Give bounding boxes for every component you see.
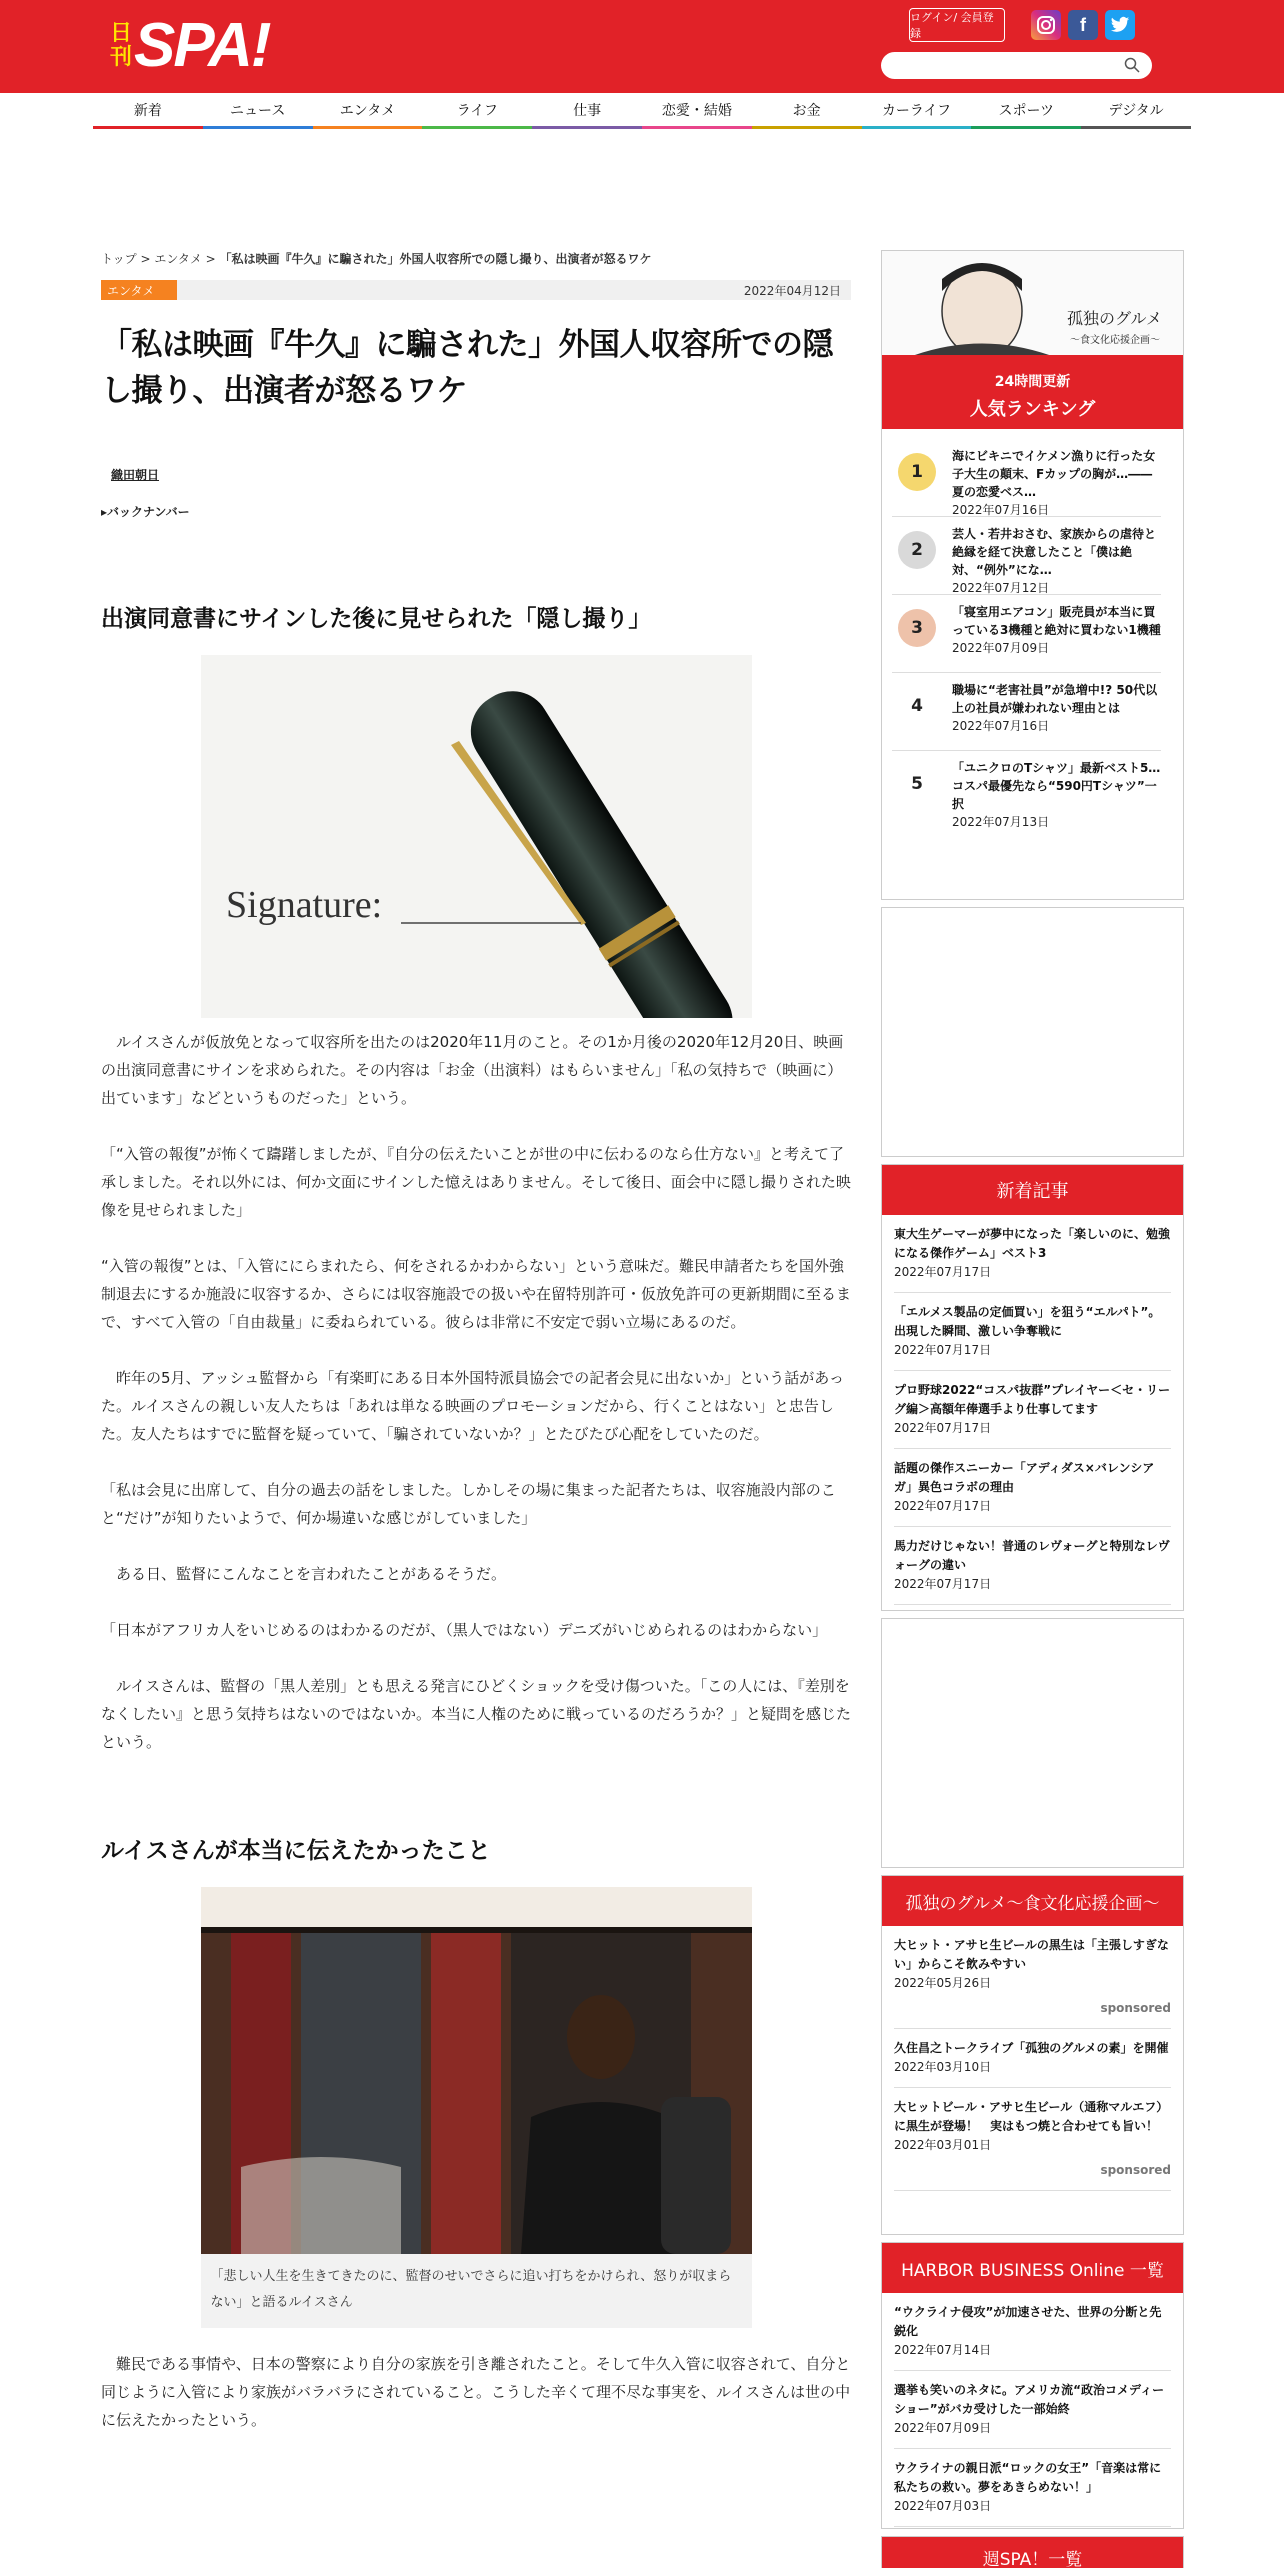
nav-item-underline — [313, 126, 423, 129]
new-articles-title: 新着記事 — [882, 1165, 1183, 1215]
main-nav — [93, 93, 1191, 129]
new-articles-panel — [881, 1164, 1184, 1611]
nav-item-underline — [1081, 126, 1191, 129]
ranking-title-text — [952, 681, 1162, 735]
nav-item-label: 恋愛・結婚 — [661, 103, 732, 119]
banner-sub: 〜食文化応援企画〜 — [1070, 335, 1160, 346]
gourmet-item[interactable] — [894, 1926, 1171, 2029]
gourmet-item-date: 2022年03月01日 — [894, 2138, 992, 2152]
paragraph: ルイスさんが仮放免となって収容所を出たのは2020年11月のこと。その1か月後の2020年12月20日、映画の出演同意書にサインを求められた。その内容は「お金（出演料）はもらいません」「私の気持ちで（映画に）出ています」などというものだった」という。 — [101, 1033, 844, 1107]
paragraph: 昨年の5月、アッシュ監督から「有楽町にある日本外国特派員協会での記者会見に出ないか」という話があった。ルイスさんの親しい友人たちは「あれは単なる映画のプロモーションだから、行くことはない」と忠告した。友人たちはすでに監督を疑っていて、「騙されていないか？」とたびたび心配をしていたのだ。 — [101, 1369, 845, 1443]
gourmet-banner[interactable] — [881, 250, 1184, 355]
photo-caption: 「悲しい人生を生きてきたのに、監督のせいでさらに追い打ちをかけられ、怒りが収まらない」と語るルイスさん — [201, 2254, 752, 2328]
nav-item[interactable] — [642, 93, 752, 127]
breadcrumb-current: 「私は映画『牛久』に騙された」外国人収容所での隠し撮り、出演者が怒るワケ — [219, 252, 652, 266]
new-article-item-date: 2022年07月17日 — [894, 1343, 992, 1357]
site-header — [0, 0, 1284, 93]
new-article-item-date: 2022年07月17日 — [894, 1265, 992, 1279]
ranking-date: 2022年07月16日 — [952, 503, 1050, 517]
harbor-item-date: 2022年07月03日 — [894, 2499, 992, 2513]
backnumber-link[interactable]: ▸バックナンバー — [101, 505, 190, 519]
ranking-item[interactable] — [892, 595, 1161, 673]
breadcrumb-sep: > — [136, 252, 155, 266]
category-badge[interactable]: エンタメ — [101, 280, 177, 300]
logo-text: SPA! — [134, 11, 270, 80]
nav-item-label: デジタル — [1108, 103, 1164, 119]
paragraph: 「私は会見に出席して、自分の過去の話をしました。しかしその場に集まった記者たちは、収容施設内部のこと“だけ”が知りたいようで、何か場違いな感じがしていました」 — [101, 1481, 836, 1527]
breadcrumb-category[interactable]: エンタメ — [154, 252, 202, 266]
article-title: 「私は映画『牛久』に騙された」外国人収容所での隠し撮り、出演者が怒るワケ — [101, 327, 833, 409]
instagram-icon[interactable] — [1031, 10, 1061, 40]
paragraph: 「日本がアフリカ人をいじめるのはわかるのだが、（黒人ではない）デニズがいじめられるのはわからない」 — [101, 1621, 828, 1639]
harbor-panel — [881, 2242, 1184, 2529]
ranking-headline: 「ユニクロのTシャツ」最新ベスト5…コスパ最優先なら“590円Tシャツ”一択 — [952, 761, 1161, 811]
publish-date: 2022年04月12日 — [743, 283, 841, 298]
nav-item[interactable] — [422, 93, 532, 127]
ad-slot-2 — [881, 1618, 1184, 1868]
paragraph: ある日、監督にこんなことを言われたことがあるそうだ。 — [101, 1565, 507, 1583]
gourmet-item-date: 2022年05月26日 — [894, 1976, 992, 1990]
nav-item-label: スポーツ — [998, 103, 1054, 119]
ranking-item[interactable] — [892, 517, 1161, 595]
gourmet-item[interactable] — [894, 2088, 1171, 2191]
ranking-title-text — [952, 603, 1162, 657]
ranking-date: 2022年07月16日 — [952, 719, 1050, 733]
gourmet-item-title: 久住昌之トークライブ「孤独のグルメの素」を開催 — [894, 2041, 1169, 2055]
section-heading-2: ルイスさんが本当に伝えたかったこと — [101, 1838, 491, 1864]
sidebar — [881, 250, 1184, 2568]
ranking-title-text — [952, 447, 1162, 519]
sponsored-label: sponsored — [1100, 2001, 1171, 2015]
breadcrumb-top[interactable]: トップ — [101, 252, 137, 266]
logo-kanji-top: 日 — [110, 21, 133, 46]
ranking-headline: 「寝室用エアコン」販売員が本当に買っている3機種と絶対に買わない1機種 — [952, 605, 1161, 637]
new-article-item-title: 東大生ゲーマーが夢中になった「楽しいのに、勉強になる傑作ゲーム」ベスト3 — [894, 1227, 1171, 1260]
nav-item-label: ライフ — [456, 103, 498, 119]
nav-item[interactable] — [93, 93, 203, 127]
ranking-number: 5 — [898, 765, 936, 803]
nav-item[interactable] — [313, 93, 423, 127]
ranking-date: 2022年07月13日 — [952, 815, 1050, 829]
ranking-header — [882, 355, 1183, 429]
new-article-item-date: 2022年07月17日 — [894, 1499, 992, 1513]
weekly-panel — [881, 2536, 1184, 2568]
ranking-item[interactable] — [892, 439, 1161, 517]
harbor-item[interactable] — [894, 2449, 1171, 2527]
facebook-glyph: f — [1080, 14, 1086, 35]
new-article-item-title: プロ野球2022“コスパ抜群”プレイヤー＜セ・リーグ編＞高額年俸選手より仕事してます — [894, 1383, 1171, 1416]
ranking-number: 2 — [898, 531, 936, 569]
nav-item[interactable] — [752, 93, 862, 127]
ranking-update-label: 24時間更新 — [994, 374, 1071, 390]
harbor-item-date: 2022年07月09日 — [894, 2421, 992, 2435]
facebook-icon[interactable] — [1068, 10, 1098, 40]
new-article-item-title: 「エルメス製品の定価買い」を狙う“エルパト”。出現した瞬間、激しい争奪戦に — [894, 1305, 1161, 1338]
nav-item-underline — [422, 126, 532, 129]
new-article-item[interactable] — [894, 1293, 1171, 1371]
ad-slot — [881, 907, 1184, 1157]
article — [101, 250, 851, 2434]
ranking-title: 人気ランキング — [969, 399, 1096, 420]
banner-title: 孤独のグルメ — [1067, 309, 1163, 328]
nav-item[interactable] — [971, 93, 1081, 127]
nav-item[interactable] — [1081, 93, 1191, 127]
ranking-headline: 海にビキニでイケメン漁りに行った女子大生の顛末、Fカップの胸が…――夏の恋愛ベス… — [952, 449, 1156, 499]
site-logo[interactable] — [110, 11, 270, 80]
nav-item-underline — [532, 126, 642, 129]
new-article-item-title: 話題の傑作スニーカー「アディダス×バレンシアガ」異色コラボの理由 — [894, 1461, 1155, 1494]
gourmet-item[interactable] — [894, 2029, 1171, 2088]
harbor-item[interactable] — [894, 2293, 1171, 2371]
ranking-date: 2022年07月09日 — [952, 641, 1050, 655]
nav-item-underline — [642, 126, 752, 129]
gourmet-item-date: 2022年03月10日 — [894, 2060, 992, 2074]
new-article-item[interactable] — [894, 1371, 1171, 1449]
nav-item-underline — [862, 126, 972, 129]
harbor-item[interactable] — [894, 2371, 1171, 2449]
nav-item-label: ニュース — [230, 103, 286, 119]
nav-item-label: エンタメ — [339, 103, 396, 119]
gourmet-item-title: 大ヒット・アサヒ生ビールの黒生は「主張しすぎない」からこそ飲みやすい — [894, 1938, 1169, 1971]
logo-kanji — [110, 22, 132, 70]
harbor-item-title: ウクライナの親日派“ロックの女王”「音楽は常に私たちの救い。夢をあきらめない！」 — [894, 2461, 1162, 2494]
gourmet-item-title: 大ヒットビール・アサヒ生ビール（通称マルエフ）に黒生が登場！ 実はもつ焼と合わせても旨い！ — [894, 2100, 1169, 2133]
new-article-item-date: 2022年07月17日 — [894, 1421, 992, 1435]
nav-item-label: カーライフ — [881, 103, 952, 119]
new-article-item[interactable] — [894, 1215, 1171, 1293]
paragraph: “入管の報復”とは、「入管ににらまれたら、何をされるかわからない」という意味だ。難民申請者たちを国外強制退去にするか施設に収容するか、さらには収容施設での扱いや在留特別許可・仮放免許可の更新期間に至るまで、すべて入管の「自由裁量」に委ねられている。彼らは非常に不安定で弱い立場にあるのだ。 — [101, 1257, 852, 1331]
ranking-headline: 芸人・若井おさむ、家族からの虐待と絶縁を経て決意したこと「僕は絶対、“例外”にな… — [952, 527, 1157, 577]
ranking-title-text — [952, 525, 1162, 597]
harbor-item-date: 2022年07月14日 — [894, 2343, 992, 2357]
ranking-date: 2022年07月12日 — [952, 581, 1050, 595]
new-article-item[interactable] — [894, 1527, 1171, 1605]
nav-item[interactable] — [532, 93, 642, 127]
gourmet-title: 孤独のグルメ～食文化応援企画～ — [882, 1876, 1183, 1926]
login-button[interactable]: ログイン/ 会員登録 — [909, 8, 1005, 42]
harbor-item-title: “ウクライナ侵攻”が加速させた、世界の分断と先鋭化 — [894, 2305, 1162, 2338]
harbor-item-title: 選挙も笑いのネタに。アメリカ流“政治コメディーショー”がバカ受けした一部始終 — [894, 2383, 1165, 2416]
nav-item-label: 仕事 — [573, 103, 602, 119]
ranking-number: 4 — [898, 687, 936, 725]
section-heading-1: 出演同意書にサインした後に見せられた「隠し撮り」 — [101, 606, 652, 632]
ranking-number: 1 — [898, 453, 936, 491]
nav-item[interactable] — [862, 93, 972, 127]
logo-kanji-bottom: 刊 — [110, 45, 133, 70]
paragraph: 難民である事情や、日本の警察により自分の家族を引き離されたこと。そして牛久入管に収容されて、自分と同じように入管により家族がバラバラにされていること。こうした辛くて理不尽な事実を、ルイスさんは世の中に伝えたかったという。 — [101, 2355, 851, 2429]
paragraph: ルイスさんは、監督の「黒人差別」とも思える発言にひどくショックを受け傷ついた。「この人には、『差別をなくしたい』と思う気持ちはないのではないか。本当に人権のために戦っているのだろうか？」と疑問を感じたという。 — [101, 1677, 852, 1751]
signature-label: Signature: — [225, 884, 382, 926]
ranking-title-text — [952, 759, 1162, 831]
nav-item-underline — [93, 126, 203, 129]
nav-item-underline — [752, 126, 862, 129]
search-icon[interactable] — [1124, 57, 1140, 73]
author-link[interactable]: 織田朝日 — [111, 468, 160, 482]
nav-item[interactable] — [203, 93, 313, 127]
new-article-item[interactable] — [894, 1449, 1171, 1527]
signature-pen-image — [201, 655, 752, 1018]
nav-item-label: 新着 — [133, 103, 162, 119]
ranking-panel — [881, 355, 1184, 900]
ranking-item[interactable] — [892, 751, 1161, 829]
ranking-number: 3 — [898, 609, 936, 647]
search-input[interactable] — [881, 52, 1152, 79]
new-article-item-date: 2022年07月17日 — [894, 1577, 992, 1591]
twitter-icon[interactable] — [1105, 10, 1135, 40]
new-article-item-title: 馬力だけじゃない！普通のレヴォーグと特別なレヴォーグの違い — [894, 1539, 1170, 1572]
ranking-headline: 職場に“老害社員”が急増中!? 50代以上の社員が嫌われない理由とは — [952, 683, 1158, 715]
nav-item-label: お金 — [792, 103, 821, 119]
gourmet-panel — [881, 1875, 1184, 2235]
nav-item-underline — [203, 126, 313, 129]
sponsored-label: sponsored — [1100, 2163, 1171, 2177]
category-row — [101, 280, 851, 300]
luis-photo — [201, 1887, 752, 2254]
breadcrumb — [101, 250, 851, 270]
nav-item-underline — [971, 126, 1081, 129]
ranking-item[interactable] — [892, 673, 1161, 751]
weekly-title[interactable]: 週SPA！一覧 — [882, 2537, 1183, 2568]
paragraph: 「“入管の報復”が怖くて躊躇しましたが、『自分の伝えたいことが世の中に伝わるのなら仕方ない』と考えて了承しました。それ以外には、何か文面にサインした憶えはありません。そして後日、面会中に隠し撮りされた映像を見せられました」 — [101, 1145, 851, 1219]
breadcrumb-sep: > — [201, 252, 220, 266]
harbor-title: HARBOR BUSINESS Online 一覧 — [882, 2243, 1183, 2293]
